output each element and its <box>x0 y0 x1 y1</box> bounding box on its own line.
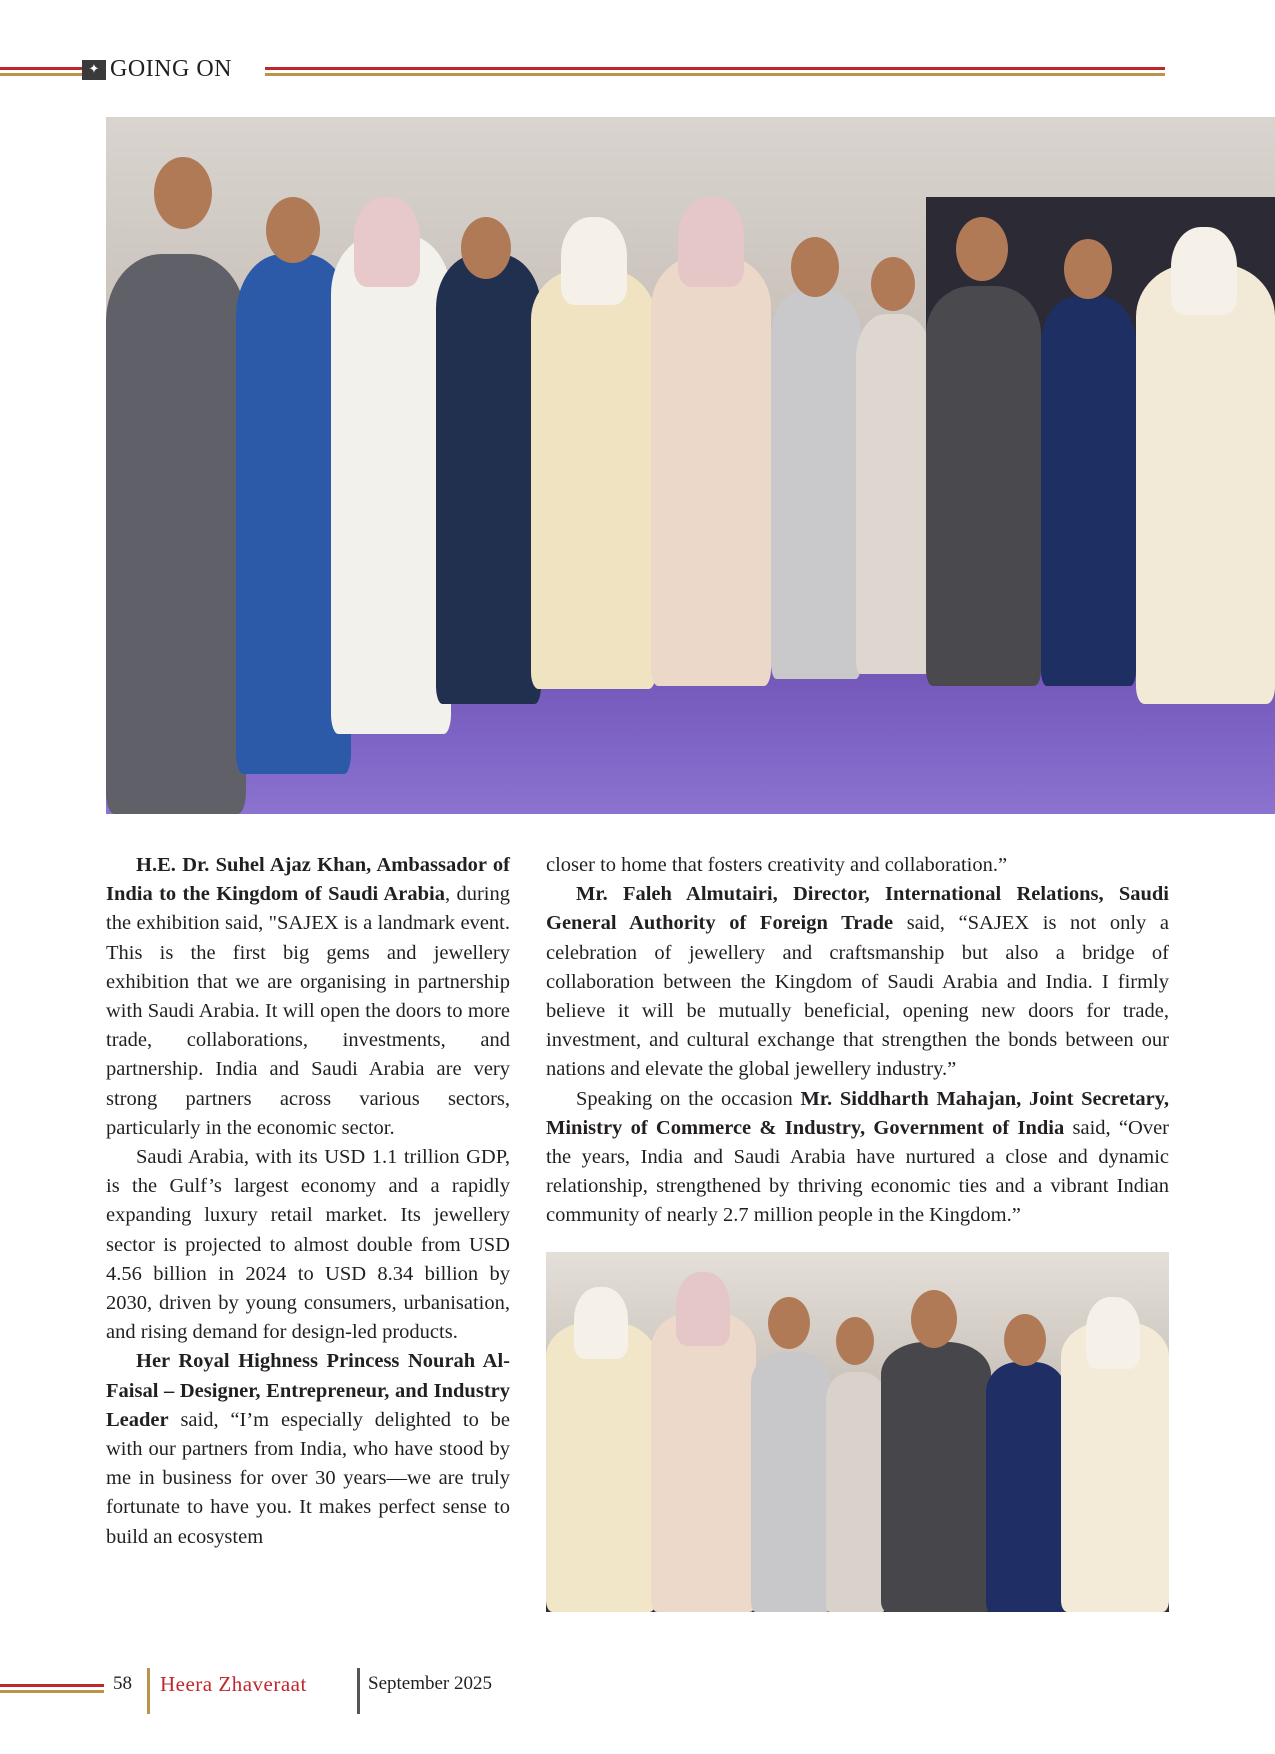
paragraph-text: said, “I’m especially delighted to be with our partners from India, who have stood by me in business for over 30 years—we are truly fortunate to have you. It makes perfect sense to build an ecosystem <box>106 1408 510 1548</box>
person-figure <box>771 289 861 679</box>
paragraph-text: said, “Over the years, India and Saudi Arabia have nurtured a close and dynamic relationship, strengthened by thriving economic ties and a vibrant Indian community of nearly 2.7 million people in the Kingdom.” <box>546 1116 1170 1227</box>
article-paragraph: closer to home that fosters creativity and collaboration.” <box>546 854 1008 876</box>
person-figure <box>926 286 1041 686</box>
person-figure <box>436 254 541 704</box>
footer-rule <box>0 1690 104 1693</box>
person-head <box>461 217 511 279</box>
article-right-column <box>546 851 1169 1231</box>
speaker-name: Mr. Siddharth Mahajan, Joint Secretary, Ministry of Commerce & Industry, Government of India <box>546 1087 1169 1139</box>
person-head <box>1064 239 1112 299</box>
person-figure <box>856 314 931 674</box>
paragraph-text: , during the exhibition said, "SAJEX is a landmark event. This is the first big gems and jewellery exhibition that we are organising in partnership with Saudi Arabia. It will open the doors to more trade, collaborations, investments, and partnership. India and Saudi Arabia are very strong partners across various sectors, particularly in the economic sector. <box>106 883 510 1139</box>
section-title: GOING ON <box>110 56 232 82</box>
page-number: 58 <box>113 1673 132 1694</box>
person-figure <box>1136 264 1275 704</box>
header-rule <box>265 73 1165 76</box>
article-paragraph <box>106 1347 510 1551</box>
person-ghutra <box>1086 1297 1140 1369</box>
person-figure <box>651 1312 756 1612</box>
person-figure <box>751 1352 831 1612</box>
header-rule <box>265 67 1165 70</box>
article-paragraph <box>546 880 1169 1084</box>
article-paragraph <box>546 1085 1169 1231</box>
speaker-name: H.E. Dr. Suhel Ajaz Khan, Ambassador of India to the Kingdom of Saudi Arabia <box>106 854 510 906</box>
person-ghutra <box>354 197 420 287</box>
paragraph-text: said, “SAJEX is not only a celebration of jewellery and craftsmanship but also a bridge of collaboration between the Kingdom of Saudi Arabia and India. I firmly believe it will be mutually beneficial, opening new doors for trade, investment, and cultural exchange that strengthen the bonds between our nations and elevate the global jewellery industry.” <box>546 912 1170 1081</box>
person-figure <box>826 1372 886 1612</box>
person-head <box>266 197 320 263</box>
person-ghutra <box>574 1287 628 1359</box>
person-ghutra <box>561 217 627 305</box>
main-group-photo <box>106 117 1275 814</box>
footer-divider <box>357 1668 360 1714</box>
paragraph-text: Speaking on the occasion <box>576 1087 801 1110</box>
article-paragraph: Saudi Arabia, with its USD 1.1 trillion GDP, is the Gulf’s largest economy and a rapidly expanding luxury retail market. Its jewellery sector is projected to almost double from USD 4.56 billion in 2024 to USD 8.34 billion by 2030, driven by young consumers, urbanisation, and rising demand for design-led products. <box>106 1146 510 1344</box>
person-ghutra <box>1171 227 1237 315</box>
person-figure <box>986 1362 1066 1612</box>
magazine-name: Heera Zhaveraat <box>160 1672 307 1696</box>
footer-rule <box>0 1684 104 1687</box>
person-figure <box>881 1342 991 1612</box>
person-head <box>956 217 1008 281</box>
speaker-name: Her Royal Highness Princess Nourah Al-Faisal – Designer, Entrepreneur, and Industry Leader <box>106 1350 510 1431</box>
speaker-name: Mr. Faleh Almutairi, Director, International Relations, Saudi General Authority of Foreign Trade <box>546 883 1169 935</box>
person-figure <box>331 234 451 734</box>
person-head <box>911 1290 957 1348</box>
article-left-column <box>106 851 510 1552</box>
person-ghutra <box>676 1272 730 1346</box>
person-ghutra <box>678 197 744 287</box>
person-figure <box>1041 296 1136 686</box>
issue-date: September 2025 <box>368 1673 493 1694</box>
person-head <box>154 157 212 229</box>
person-head <box>836 1317 874 1365</box>
section-logo-icon: ✦ <box>82 60 106 80</box>
article-paragraph <box>106 851 510 1143</box>
person-head <box>1004 1314 1046 1366</box>
person-figure <box>651 256 771 686</box>
person-head <box>791 237 839 297</box>
secondary-group-photo <box>546 1252 1169 1612</box>
person-head <box>871 257 915 311</box>
footer-divider <box>147 1668 150 1714</box>
person-figure <box>531 269 656 689</box>
person-figure <box>106 254 246 814</box>
person-figure <box>546 1322 656 1612</box>
person-head <box>768 1297 810 1349</box>
